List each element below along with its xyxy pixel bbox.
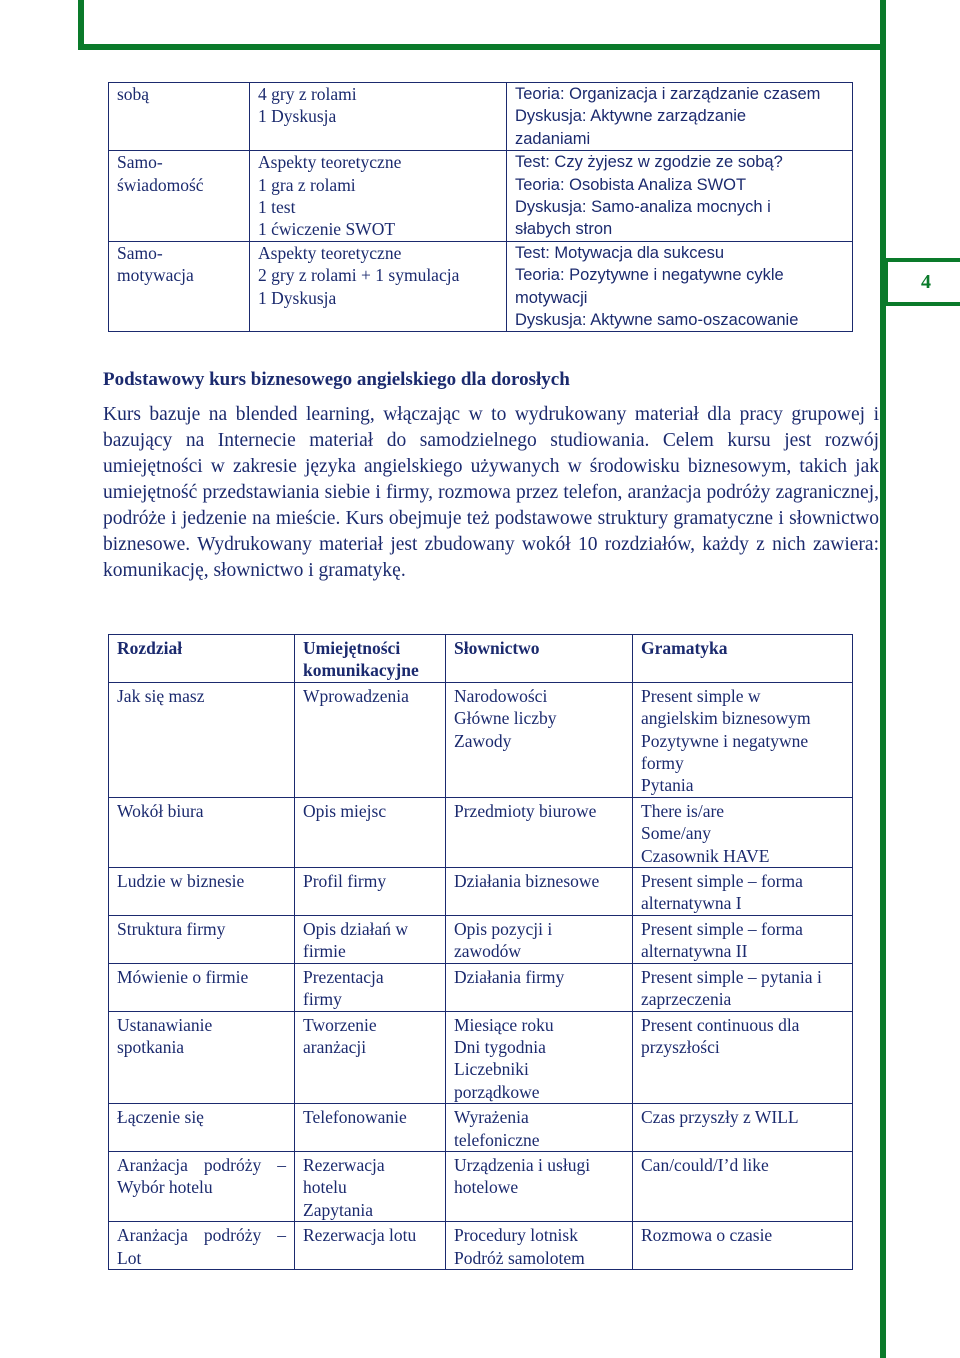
cell-line: Tworzenie <box>303 1014 377 1035</box>
cell-line: Główne liczby <box>454 708 557 729</box>
table-row <box>109 868 853 916</box>
header-communication: Umiejętności komunikacyjne <box>295 635 446 683</box>
cell-line: sobą <box>117 84 150 104</box>
cell-line: Teoria: Organizacja i zarządzanie czasem <box>515 85 821 103</box>
vocabulary-cell <box>446 797 633 867</box>
page-frame-right <box>880 0 886 1358</box>
cell-line: aranżacji <box>303 1036 367 1057</box>
chapter-cell <box>109 1011 295 1104</box>
cell-line: Lot <box>117 1247 142 1268</box>
chapter-cell <box>109 1222 295 1270</box>
cell-line: zadaniami <box>515 129 591 148</box>
chapter-cell <box>109 963 295 1011</box>
communication-cell <box>295 682 446 797</box>
table-row <box>109 241 853 332</box>
cell-line: Opis działań w <box>303 918 408 939</box>
cell-line: Rezerwacja <box>303 1154 385 1175</box>
page-number: 4 <box>921 270 931 293</box>
table-row <box>109 797 853 867</box>
cell-line: Narodowości <box>454 685 548 706</box>
cell-line: Działania biznesowe <box>454 871 600 892</box>
cell-line: Aspekty teoretyczne <box>258 242 402 263</box>
cell-line: Dni tygodnia <box>454 1036 546 1057</box>
cell-line: Procedury lotnisk <box>454 1225 578 1246</box>
cell-line: Ustanawianie <box>117 1014 213 1035</box>
cell-line: Opis pozycji i <box>454 918 553 939</box>
cell-line: Some/any <box>641 823 711 844</box>
page-frame-top <box>80 44 883 50</box>
cell-line: 1 gra z rolami <box>258 174 356 195</box>
grammar-cell <box>633 868 853 916</box>
cell-line: Profil firmy <box>303 871 387 892</box>
cell-line: Urządzenia i usługi <box>454 1154 591 1175</box>
cell-line: Pytania <box>641 775 694 796</box>
header-vocabulary: Słownictwo <box>446 635 633 683</box>
cell-line: świadomość <box>117 174 204 195</box>
cell-line: Liczebniki <box>454 1059 529 1080</box>
cell-line: Samo- <box>117 242 163 263</box>
cell-line: Teoria: Osobista Analiza SWOT <box>515 175 747 194</box>
cell-line: Telefonowanie <box>303 1107 407 1128</box>
grammar-cell <box>633 963 853 1011</box>
vocabulary-cell <box>446 1151 633 1221</box>
cell-line: Czasownik HAVE <box>641 845 770 866</box>
activities-cell <box>250 151 507 242</box>
course-chapters-table <box>108 634 853 1270</box>
cell-line: Działania firmy <box>454 966 565 987</box>
cell-line: There is/are <box>641 800 725 821</box>
cell-line: Present simple – pytania i <box>641 966 822 987</box>
cell-line: Jak się masz <box>117 685 205 706</box>
cell-line: 4 gry z rolami <box>258 84 357 104</box>
cell-line: Struktura firmy <box>117 918 226 939</box>
cell-line: Przedmioty biurowe <box>454 800 597 821</box>
vocabulary-cell <box>446 963 633 1011</box>
section-title: Podstawowy kurs biznesowego angielskiego dla dorosłych <box>103 369 570 390</box>
vocabulary-cell <box>446 915 633 963</box>
cell-line: Present simple – forma <box>641 871 803 892</box>
cell-line: Miesiące roku <box>454 1014 554 1035</box>
cell-line: Łączenie się <box>117 1107 204 1128</box>
table-row <box>109 83 853 151</box>
cell-line: alternatywna II <box>641 941 748 962</box>
table-row <box>109 151 853 242</box>
chapter-cell <box>109 868 295 916</box>
cell-line: Present simple w <box>641 685 761 706</box>
table-row <box>109 682 853 797</box>
communication-cell <box>295 963 446 1011</box>
grammar-cell <box>633 682 853 797</box>
cell-line: 1 Dyskusja <box>258 287 337 308</box>
cell-line: Wybór hotelu <box>117 1177 213 1198</box>
communication-cell <box>295 1104 446 1152</box>
communication-cell <box>295 915 446 963</box>
cell-line: Rezerwacja lotu <box>303 1225 417 1246</box>
cell-line: Teoria: Pozytywne i negatywne cykle <box>515 266 784 285</box>
cell-line: motywacja <box>117 265 194 286</box>
activities-cell <box>250 241 507 332</box>
communication-cell <box>295 1222 446 1270</box>
cell-line: Wprowadzenia <box>303 685 409 706</box>
cell-line: Czas przyszły z WILL <box>641 1107 799 1128</box>
cell-line: telefoniczne <box>454 1129 540 1150</box>
cell-line: Rozmowa o czasie <box>641 1225 773 1246</box>
communication-cell <box>295 868 446 916</box>
cell-line: Present continuous dla <box>641 1014 800 1035</box>
chapter-cell <box>109 1151 295 1221</box>
cell-line: Wyrażenia <box>454 1107 529 1128</box>
cell-line: Mówienie o firmie <box>117 966 249 987</box>
cell-line: przyszłości <box>641 1036 720 1057</box>
cell-line: 1 test <box>258 197 296 218</box>
cell-line: Zawody <box>454 730 512 751</box>
cell-line: 2 gry z rolami + 1 symulacja <box>258 265 460 286</box>
content-cell <box>507 151 853 242</box>
cell-line: Present simple – forma <box>641 918 803 939</box>
training-modules-table <box>108 82 853 332</box>
cell-line: zaprzeczenia <box>641 989 732 1010</box>
grammar-cell <box>633 915 853 963</box>
header-grammar: Gramatyka <box>633 635 853 683</box>
table-row <box>109 1151 853 1221</box>
vocabulary-cell <box>446 1222 633 1270</box>
cell-line: 1 Dyskusja <box>258 106 337 127</box>
grammar-cell <box>633 1011 853 1104</box>
course-description: Kurs bazuje na blended learning, włączając w to wydrukowany materiał dla pracy grupowej i bazujący na Internecie materiał do samodzielnego studiowania. Celem kursu jest rozwój umiejętności w zakresie języka angielskiego używanych w środowisku biznesowym, takich jak umiejętność przedstawiania siebie i firmy, rozmowa przez telefon, aranżacja podróży zagranicznej, podróże i jedzenie na mieście. Kurs obejmuje też podstawowe struktury gramatyczne i słownictwo biznesowe. Wydrukowany materiał jest zbudowany wokół 10 rozdziałów, każdy z nich zawiera: komunikację, słownictwo i gramatykę. <box>103 404 879 581</box>
grammar-cell <box>633 1104 853 1152</box>
table-row <box>109 1104 853 1152</box>
cell-line: alternatywna I <box>641 893 742 914</box>
cell-line: Ludzie w biznesie <box>117 871 245 892</box>
table-row <box>109 915 853 963</box>
cell-line: Aranżacja podróży – <box>117 1154 286 1175</box>
cell-line: Test: Motywacja dla sukcesu <box>515 243 725 262</box>
cell-line: Dyskusja: Aktywne zarządzanie <box>515 107 747 126</box>
cell-line: Aspekty teoretyczne <box>258 152 402 173</box>
chapter-cell <box>109 797 295 867</box>
grammar-cell <box>633 1222 853 1270</box>
communication-cell <box>295 1151 446 1221</box>
content-cell <box>507 241 853 332</box>
cell-line: Can/could/I’d like <box>641 1154 769 1175</box>
cell-line: Test: Czy żyjesz w zgodzie ze sobą? <box>515 153 783 172</box>
page-number-tab <box>884 258 960 306</box>
cell-line: Aranżacja podróży – <box>117 1225 286 1246</box>
cell-line: Dyskusja: Samo-analiza mocnych i <box>515 198 771 217</box>
cell-line: firmy <box>303 989 342 1010</box>
content-cell <box>507 83 853 151</box>
chapter-cell <box>109 682 295 797</box>
cell-line: angielskim biznesowym <box>641 708 811 729</box>
vocabulary-cell <box>446 1104 633 1152</box>
cell-line: formy <box>641 753 684 774</box>
header-chapter: Rozdział <box>109 635 295 683</box>
cell-line: zawodów <box>454 941 522 962</box>
page-frame-left <box>78 0 84 50</box>
topic-cell <box>109 83 250 151</box>
table-header-row <box>109 635 853 683</box>
topic-cell <box>109 241 250 332</box>
cell-line: Pozytywne i negatywne <box>641 730 809 751</box>
cell-line: hotelu <box>303 1177 347 1198</box>
table-row <box>109 963 853 1011</box>
communication-cell <box>295 797 446 867</box>
vocabulary-cell <box>446 868 633 916</box>
grammar-cell <box>633 797 853 867</box>
cell-line: Opis miejsc <box>303 800 387 821</box>
cell-line: hotelowe <box>454 1177 519 1198</box>
communication-cell <box>295 1011 446 1104</box>
grammar-cell <box>633 1151 853 1221</box>
cell-line: 1 ćwiczenie SWOT <box>258 219 396 240</box>
cell-line: Samo- <box>117 152 163 173</box>
cell-line: Podróż samolotem <box>454 1247 585 1268</box>
cell-line: porządkowe <box>454 1081 540 1102</box>
cell-line: Zapytania <box>303 1199 373 1220</box>
cell-line: Prezentacja <box>303 966 384 987</box>
cell-line: motywacji <box>515 288 588 307</box>
chapter-cell <box>109 915 295 963</box>
cell-line: spotkania <box>117 1036 185 1057</box>
topic-cell <box>109 151 250 242</box>
chapter-cell <box>109 1104 295 1152</box>
cell-line: firmie <box>303 941 346 962</box>
cell-line: Dyskusja: Aktywne samo-oszacowanie <box>515 311 799 330</box>
vocabulary-cell <box>446 1011 633 1104</box>
activities-cell <box>250 83 507 151</box>
table-row <box>109 1222 853 1270</box>
table-row <box>109 1011 853 1104</box>
cell-line: Wokół biura <box>117 800 204 821</box>
vocabulary-cell <box>446 682 633 797</box>
cell-line: słabych stron <box>515 220 613 239</box>
